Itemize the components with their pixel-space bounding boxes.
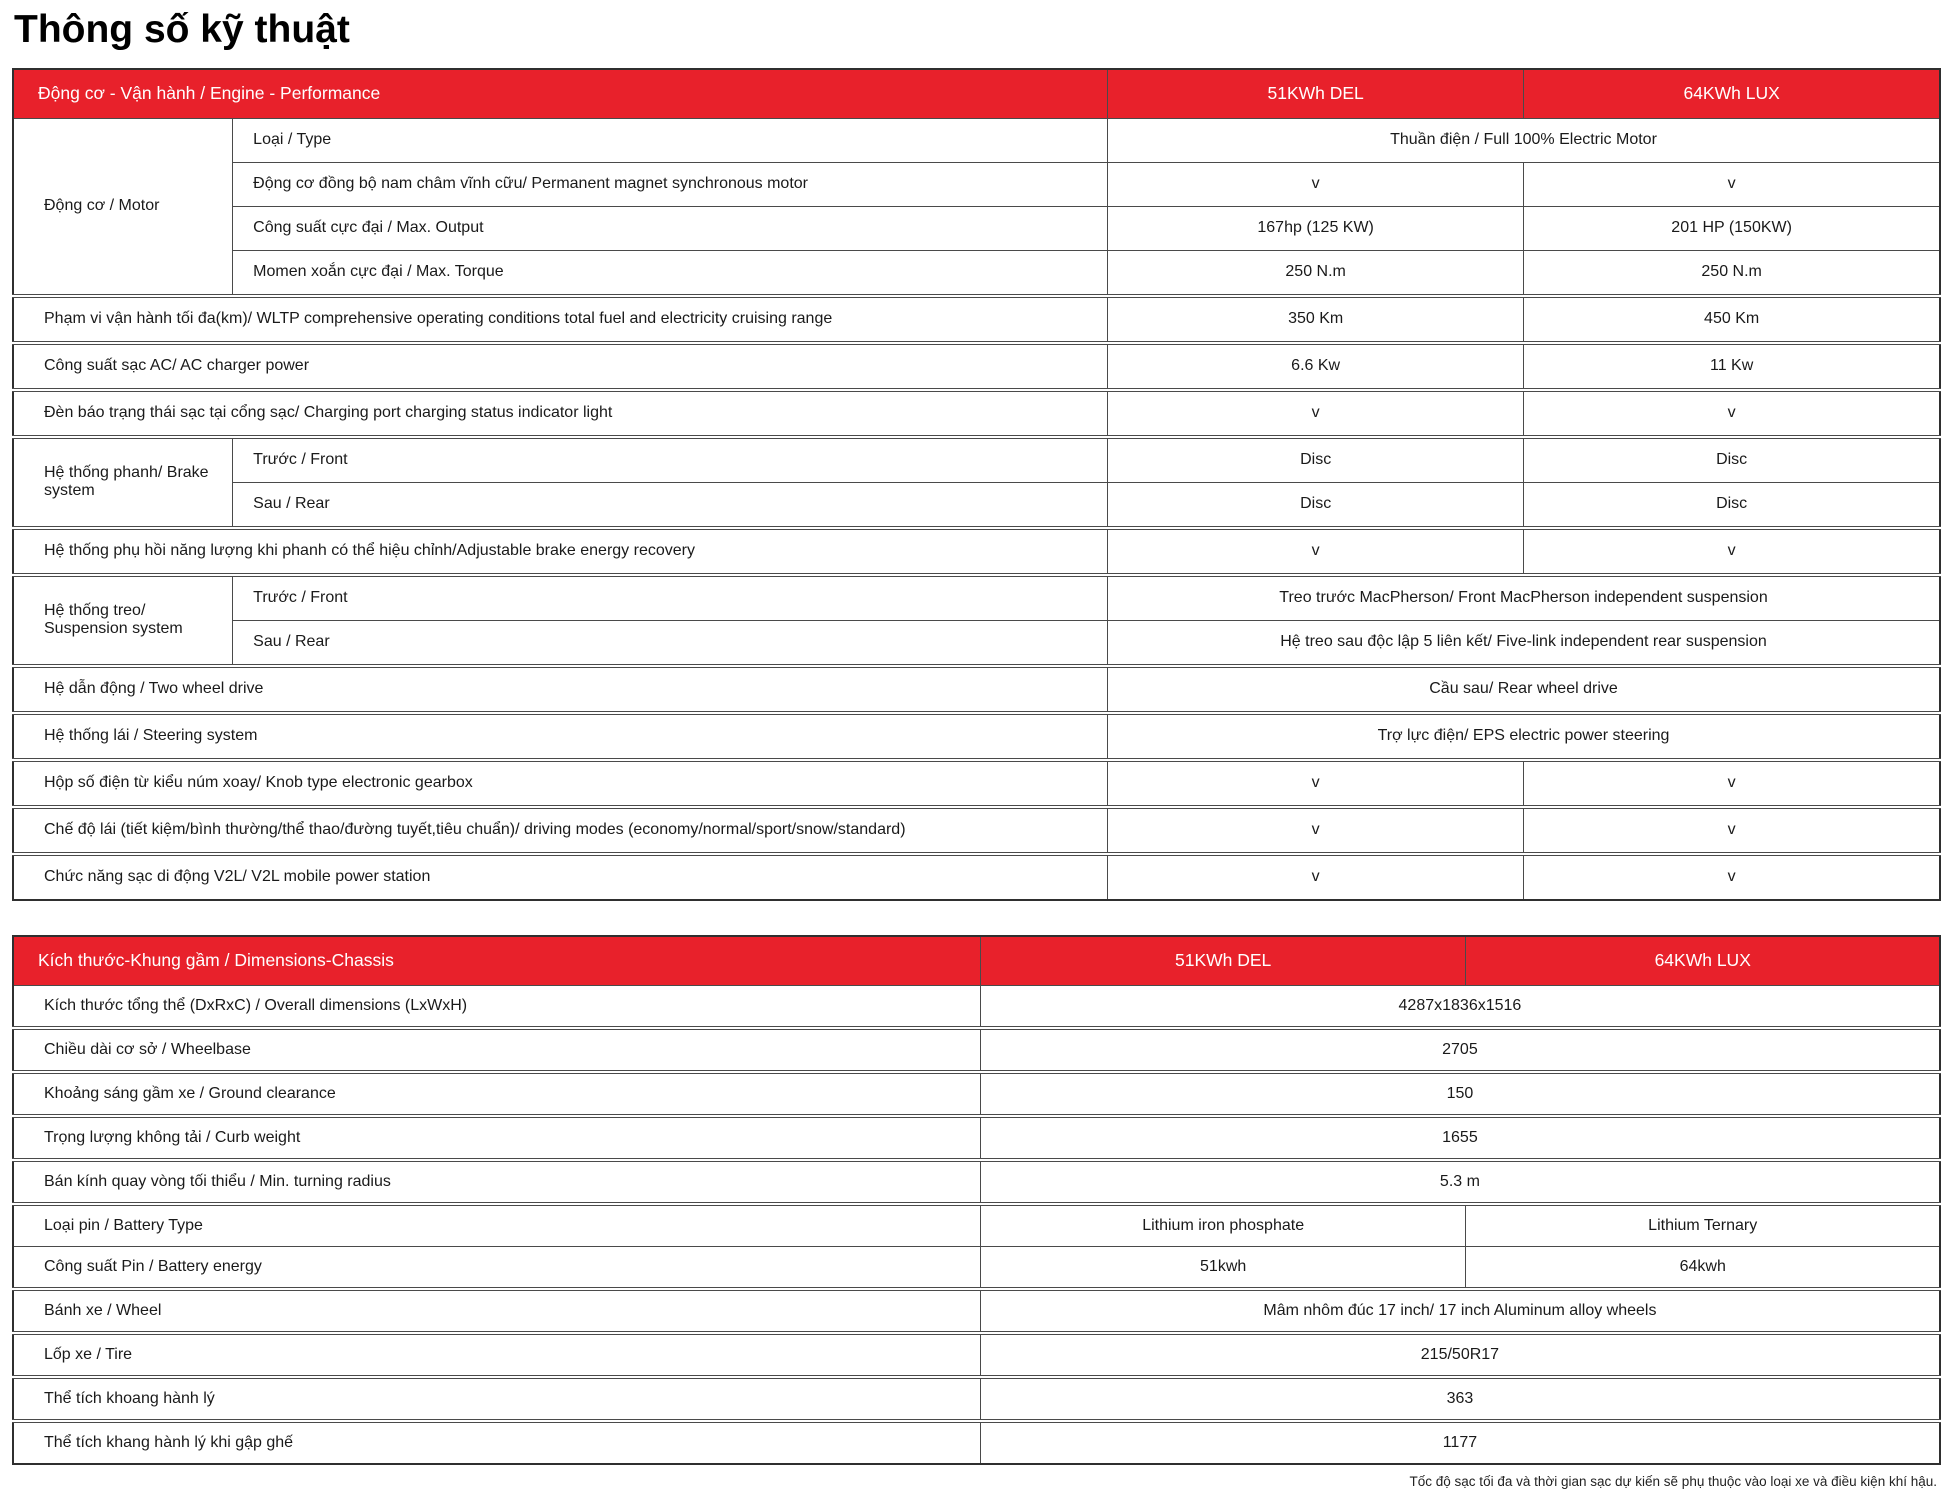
spec-label: Công suất Pin / Battery energy (13, 1246, 980, 1289)
spec-value-lux: Disc (1524, 482, 1940, 528)
spec-value-span: 215/50R17 (980, 1333, 1940, 1377)
spec-value-lux: 64kwh (1466, 1246, 1940, 1289)
spec-label: Bánh xe / Wheel (13, 1289, 980, 1333)
spec-group-suspension-system: Hệ thống treo/ Suspension system (13, 575, 233, 666)
spec-group-motor: Động cơ / Motor (13, 118, 233, 296)
table1-col-51kwh-del: 51KWh DEL (1108, 69, 1524, 119)
table1-col-64kwh-lux: 64KWh LUX (1524, 69, 1940, 119)
table-row (13, 437, 1940, 483)
spec-value-del: 250 N.m (1108, 250, 1524, 296)
table-row (13, 206, 1940, 250)
table-row (13, 1116, 1940, 1160)
spec-label: Thể tích khang hành lý khi gập ghế (13, 1421, 980, 1464)
table-header-row (13, 69, 1940, 119)
spec-group-brake-system: Hệ thống phanh/ Brake system (13, 437, 233, 528)
table-row (13, 162, 1940, 206)
table-row (13, 528, 1940, 575)
spec-value-del: Disc (1108, 482, 1524, 528)
engine-performance-table (12, 68, 1941, 901)
spec-label: Công suất sạc AC/ AC charger power (13, 343, 1108, 390)
spec-value-span: Mâm nhôm đúc 17 inch/ 17 inch Aluminum alloy wheels (980, 1289, 1940, 1333)
table-row (13, 482, 1940, 528)
spec-value-del: Lithium iron phosphate (980, 1204, 1466, 1247)
table-row (13, 575, 1940, 621)
spec-label: Sau / Rear (233, 620, 1108, 666)
spec-label: Sau / Rear (233, 482, 1108, 528)
table-row (13, 985, 1940, 1028)
table1-title: Động cơ - Vận hành / Engine - Performance (13, 69, 1108, 119)
spec-value-del: Disc (1108, 437, 1524, 483)
spec-label: Đèn báo trạng thái sạc tại cổng sạc/ Charging port charging status indicator light (13, 390, 1108, 437)
table-row (13, 760, 1940, 807)
table2-col-64kwh-lux: 64KWh LUX (1466, 936, 1940, 986)
table-row (13, 390, 1940, 437)
table-header-row (13, 936, 1940, 986)
spec-label: Trước / Front (233, 437, 1108, 483)
spec-value-lux: Disc (1524, 437, 1940, 483)
spec-label: Hộp số điện từ kiểu núm xoay/ Knob type electronic gearbox (13, 760, 1108, 807)
spec-value-lux: v (1524, 854, 1940, 900)
spec-value-lux: 250 N.m (1524, 250, 1940, 296)
spec-value-span: Treo trước MacPherson/ Front MacPherson independent suspension (1108, 575, 1940, 621)
spec-value-lux: 11 Kw (1524, 343, 1940, 390)
spec-value-del: 350 Km (1108, 296, 1524, 343)
spec-value-lux: v (1524, 162, 1940, 206)
page-title: Thông số kỹ thuật (14, 8, 350, 51)
spec-label: Lốp xe / Tire (13, 1333, 980, 1377)
spec-label: Phạm vi vận hành tối đa(km)/ WLTP comprehensive operating conditions total fuel and electricity cruising range (13, 296, 1108, 343)
table-row (13, 666, 1940, 713)
spec-label: Hệ dẫn động / Two wheel drive (13, 666, 1108, 713)
spec-value-span: Cầu sau/ Rear wheel drive (1108, 666, 1940, 713)
table-row (13, 1289, 1940, 1333)
spec-label: Hệ thống lái / Steering system (13, 713, 1108, 760)
spec-label: Động cơ đồng bộ nam châm vĩnh cữu/ Permanent magnet synchronous motor (233, 162, 1108, 206)
table-row (13, 250, 1940, 296)
table2-col-51kwh-del: 51KWh DEL (980, 936, 1466, 986)
spec-label: Chế độ lái (tiết kiệm/bình thường/thể thao/đường tuyết,tiêu chuẩn)/ driving modes (economy/normal/sport/snow/standard) (13, 807, 1108, 854)
table-row (13, 1377, 1940, 1421)
spec-value-lux: v (1524, 807, 1940, 854)
spec-value-del: v (1108, 854, 1524, 900)
spec-label: Momen xoắn cực đại / Max. Torque (233, 250, 1108, 296)
spec-label: Trước / Front (233, 575, 1108, 621)
spec-label: Loại / Type (233, 118, 1108, 162)
spec-value-lux: v (1524, 760, 1940, 807)
spec-value-span: 2705 (980, 1028, 1940, 1072)
spec-label: Hệ thống phụ hồi năng lượng khi phanh có thể hiệu chỉnh/Adjustable brake energy recovery (13, 528, 1108, 575)
spec-value-lux: Lithium Ternary (1466, 1204, 1940, 1247)
dimensions-chassis-table (12, 935, 1941, 1465)
table-row (13, 1160, 1940, 1204)
table2-title: Kích thước-Khung gầm / Dimensions-Chassis (13, 936, 980, 986)
table-row (13, 296, 1940, 343)
spec-value-lux: 201 HP (150KW) (1524, 206, 1940, 250)
table-row (13, 1421, 1940, 1464)
table-row (13, 1333, 1940, 1377)
spec-label: Công suất cực đại / Max. Output (233, 206, 1108, 250)
spec-label: Chức năng sạc di động V2L/ V2L mobile power station (13, 854, 1108, 900)
spec-value-span: Thuần điện / Full 100% Electric Motor (1108, 118, 1940, 162)
spec-value-span: Trợ lực điện/ EPS electric power steering (1108, 713, 1940, 760)
table-row (13, 1028, 1940, 1072)
spec-label: Trọng lượng không tải / Curb weight (13, 1116, 980, 1160)
table-row (13, 807, 1940, 854)
footnote: Tốc độ sạc tối đa và thời gian sạc dự kiến sẽ phụ thuộc vào loại xe và điều kiện khí hậu. (1409, 1473, 1937, 1489)
spec-label: Kích thước tổng thể (DxRxC) / Overall dimensions (LxWxH) (13, 985, 980, 1028)
spec-value-del: v (1108, 760, 1524, 807)
spec-value-span: Hệ treo sau độc lập 5 liên kết/ Five-link independent rear suspension (1108, 620, 1940, 666)
spec-value-span: 4287x1836x1516 (980, 985, 1940, 1028)
spec-value-del: 167hp (125 KW) (1108, 206, 1524, 250)
table-row (13, 118, 1940, 162)
table-row (13, 854, 1940, 900)
table-row (13, 1246, 1940, 1289)
spec-value-lux: v (1524, 390, 1940, 437)
spec-value-del: 51kwh (980, 1246, 1466, 1289)
table-row (13, 713, 1940, 760)
spec-value-del: v (1108, 390, 1524, 437)
table-row (13, 1204, 1940, 1247)
table-row (13, 620, 1940, 666)
spec-value-lux: 450 Km (1524, 296, 1940, 343)
spec-label: Chiều dài cơ sở / Wheelbase (13, 1028, 980, 1072)
spec-label: Loại pin / Battery Type (13, 1204, 980, 1247)
spec-value-del: v (1108, 807, 1524, 854)
spec-value-del: 6.6 Kw (1108, 343, 1524, 390)
spec-value-span: 5.3 m (980, 1160, 1940, 1204)
spec-value-lux: v (1524, 528, 1940, 575)
spec-value-span: 1177 (980, 1421, 1940, 1464)
spec-value-span: 1655 (980, 1116, 1940, 1160)
spec-value-del: v (1108, 528, 1524, 575)
spec-label: Bán kính quay vòng tối thiểu / Min. turning radius (13, 1160, 980, 1204)
spec-value-span: 150 (980, 1072, 1940, 1116)
table-row (13, 1072, 1940, 1116)
spec-value-del: v (1108, 162, 1524, 206)
spec-label: Thể tích khoang hành lý (13, 1377, 980, 1421)
spec-label: Khoảng sáng gầm xe / Ground clearance (13, 1072, 980, 1116)
spec-value-span: 363 (980, 1377, 1940, 1421)
table-row (13, 343, 1940, 390)
